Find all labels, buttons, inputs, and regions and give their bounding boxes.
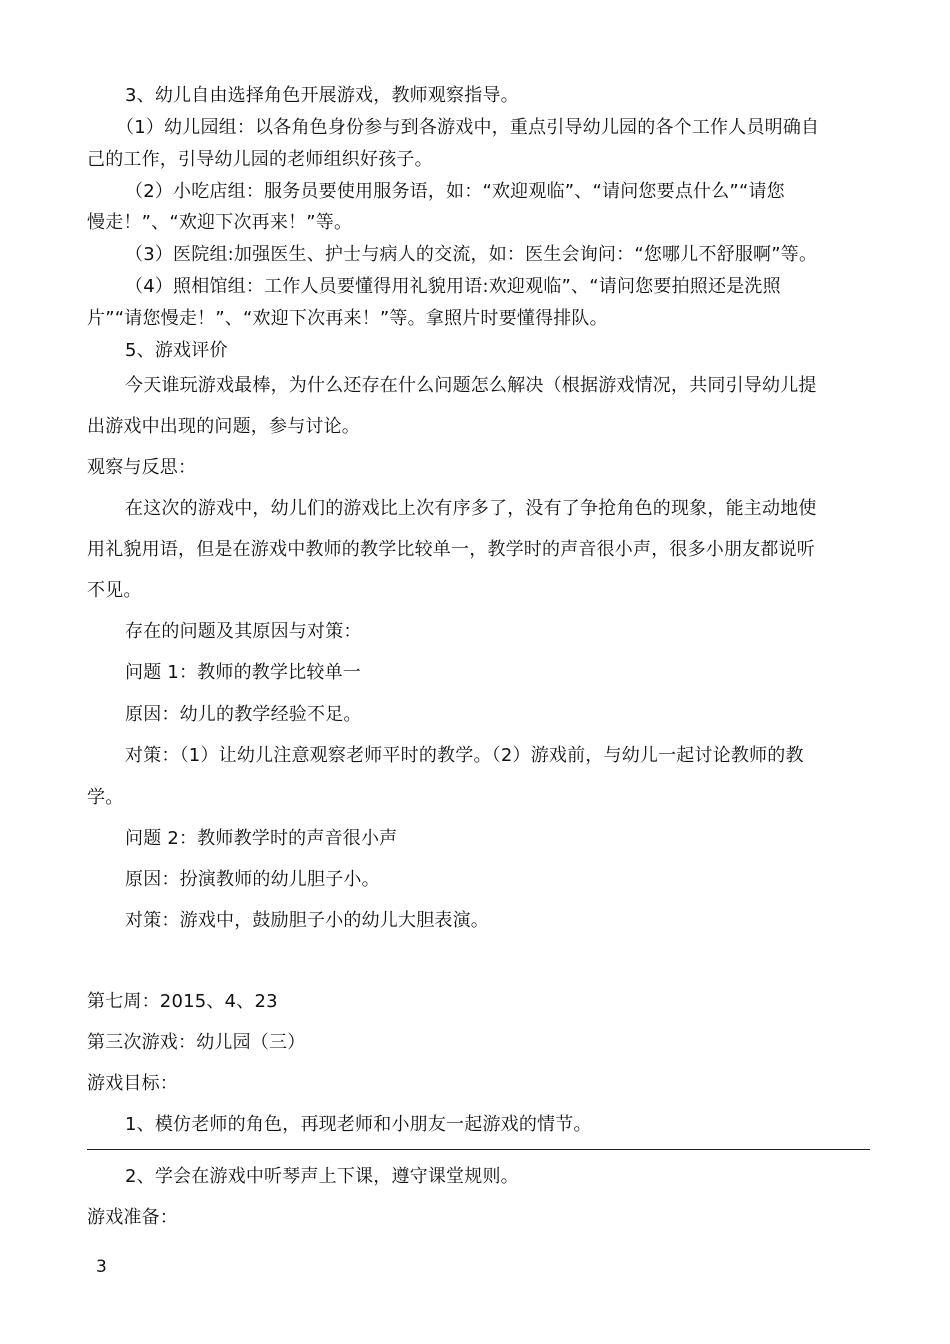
horizontal-rule: [87, 1149, 870, 1150]
text-line: 对策：游戏中，鼓励胆子小的幼儿大胆表演。: [125, 910, 489, 931]
text-line: 片”“请您慢走！”、“欢迎下次再来！”等。拿照片时要懂得排队。: [87, 308, 608, 329]
text-line: 原因：扮演教师的幼儿胆子小。: [125, 869, 380, 890]
text-line: （1）幼儿园组：以各角色身份参与到各游戏中，重点引导幼儿园的各个工作人员明确自: [116, 117, 820, 138]
text-line: 己的工作，引导幼儿园的老师组织好孩子。: [87, 149, 433, 170]
text-line: 慢走！”、“欢迎下次再来！”等。: [87, 212, 353, 233]
text-line: （4）照相馆组：工作人员要懂得用礼貌用语:欢迎观临”、“请问您要拍照还是洗照: [125, 276, 781, 297]
week-heading: 第七周：2015、4、23: [87, 991, 278, 1012]
text-line: 1、模仿老师的角色，再现老师和小朋友一起游戏的情节。: [125, 1114, 592, 1135]
text-line: 对策：（1）让幼儿注意观察老师平时的教学。（2）游戏前，与幼儿一起讨论教师的教: [125, 745, 804, 766]
text-line: 出游戏中出现的问题，参与讨论。: [87, 416, 360, 437]
text-line: （3）医院组:加强医生、护士与病人的交流，如：医生会询问：“您哪儿不舒服啊”等。: [125, 244, 818, 265]
section-heading: 游戏目标：: [87, 1073, 178, 1094]
text-line: （2）小吃店组：服务员要使用服务语，如：“欢迎观临”、“请问您要点什么”“请您: [125, 181, 785, 202]
text-line: 问题 2：教师教学时的声音很小声: [125, 828, 398, 849]
text-line: 2、学会在游戏中听琴声上下课，遵守课堂规则。: [125, 1166, 519, 1187]
text-line: 3、幼儿自由选择角色开展游戏，教师观察指导。: [125, 85, 519, 106]
section-heading: 游戏准备：: [87, 1207, 178, 1228]
game-title: 第三次游戏：幼儿园（三）: [87, 1032, 306, 1053]
text-line: 学。: [87, 787, 124, 808]
text-line: 在这次的游戏中，幼儿们的游戏比上次有序多了，没有了争抢角色的现象，能主动地使: [125, 498, 817, 519]
text-line: 问题 1：教师的教学比较单一: [125, 662, 361, 683]
page-number: 3: [96, 1257, 107, 1277]
section-heading: 观察与反思：: [87, 457, 197, 478]
text-line: 不见。: [87, 580, 142, 601]
text-line: 存在的问题及其原因与对策：: [125, 621, 362, 642]
text-line: 原因：幼儿的教学经验不足。: [125, 704, 362, 725]
text-line: 今天谁玩游戏最棒，为什么还存在什么问题怎么解决（根据游戏情况，共同引导幼儿提: [125, 375, 817, 396]
text-line: 用礼貌用语，但是在游戏中教师的教学比较单一，教学时的声音很小声，很多小朋友都说听: [87, 539, 815, 560]
text-line: 5、游戏评价: [125, 340, 228, 361]
